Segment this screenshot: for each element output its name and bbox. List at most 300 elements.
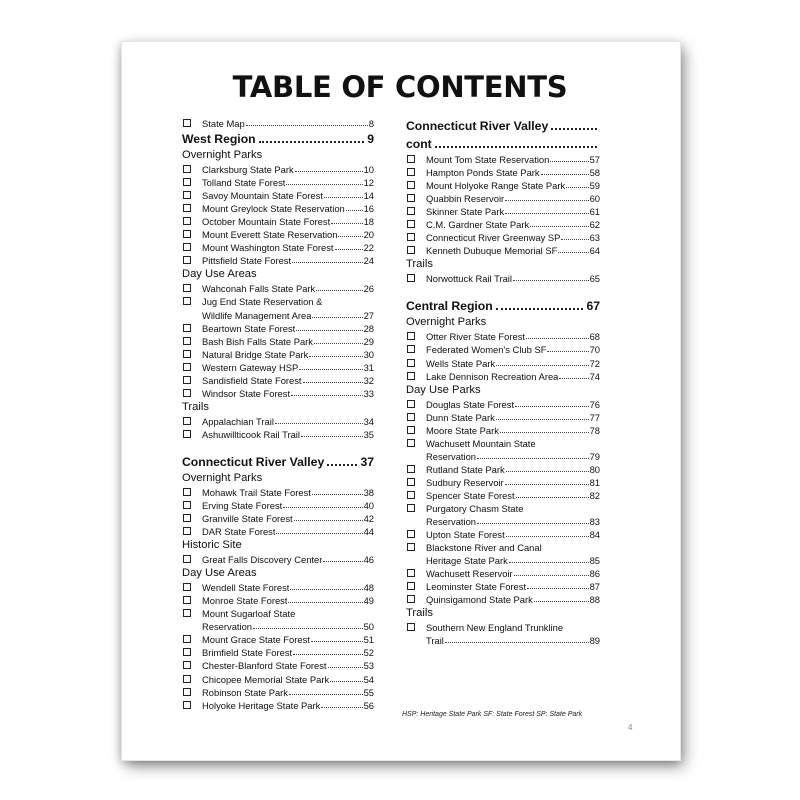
entry-page-number: 81	[589, 476, 600, 488]
dot-leader	[509, 554, 589, 563]
region-page-number: 67	[586, 299, 600, 314]
entry-label: Tolland State Forest	[202, 177, 286, 189]
toc-entry[interactable]	[406, 463, 600, 476]
checkbox-icon[interactable]	[407, 623, 415, 631]
page-title: TABLE OF CONTENTS	[232, 70, 568, 104]
dot-leader	[246, 117, 368, 126]
checkbox-icon[interactable]	[183, 430, 191, 438]
checkbox-icon[interactable]	[407, 569, 415, 577]
entry-label: Norwottuck Rail Trail	[426, 273, 512, 285]
toc-entry[interactable]	[182, 215, 374, 228]
entry-label: Mohawk Trail State Forest	[202, 486, 311, 498]
dot-leader	[527, 580, 589, 589]
subsection-heading: Overnight Parks	[182, 471, 263, 484]
subsection-heading: Trails	[406, 258, 433, 271]
entry-label: Wildlife Management Area	[202, 309, 312, 321]
subsection-heading: Trails	[182, 400, 209, 413]
checkbox-icon[interactable]	[183, 417, 191, 425]
checkbox-icon[interactable]	[183, 661, 191, 669]
toc-entry[interactable]	[182, 620, 374, 633]
entry-label: Western Gateway HSP	[202, 361, 299, 373]
dot-leader	[551, 118, 597, 130]
toc-entry[interactable]	[182, 117, 374, 130]
section-spacer	[182, 441, 374, 453]
entry-page-number: 68	[589, 331, 600, 343]
dot-leader	[299, 361, 362, 370]
checkbox-icon[interactable]	[183, 119, 191, 127]
checkbox-icon[interactable]	[183, 284, 191, 292]
entry-page-number: 84	[589, 529, 600, 541]
entry-label: Quinsigamond State Park	[426, 594, 533, 606]
toc-entry[interactable]	[182, 607, 374, 620]
toc-entry[interactable]	[406, 580, 600, 593]
entry-page-number: 80	[589, 463, 600, 475]
subsection-heading: Overnight Parks	[182, 149, 263, 162]
toc-entry[interactable]	[406, 424, 600, 437]
toc-entry[interactable]	[182, 646, 374, 659]
entry-label: Mount Greylock State Reservation	[202, 203, 345, 215]
checkbox-icon[interactable]	[183, 389, 191, 397]
page-number: 4	[628, 723, 633, 732]
dot-leader	[530, 218, 588, 227]
checkbox-icon[interactable]	[183, 363, 191, 371]
entry-label: Erving State Forest	[202, 499, 283, 511]
dot-leader	[505, 205, 588, 214]
entry-label: Trail	[426, 635, 444, 647]
checkbox-icon[interactable]	[183, 217, 191, 225]
checkbox-icon[interactable]	[407, 400, 415, 408]
entry-page-number: 34	[363, 415, 374, 427]
toc-entry[interactable]	[182, 176, 374, 189]
toc-entry[interactable]	[406, 205, 600, 218]
toc-entry[interactable]	[406, 437, 600, 450]
dot-leader	[296, 322, 362, 331]
entry-page-number: 60	[589, 193, 600, 205]
entry-label: Monroe State Forest	[202, 595, 288, 607]
entry-label: Connecticut River Greenway SP	[426, 232, 561, 244]
entry-label: Reservation	[426, 516, 477, 528]
toc-entry[interactable]	[182, 335, 374, 348]
dot-leader	[335, 241, 363, 250]
entry-page-number: 76	[589, 398, 600, 410]
entry-label: Lake Dennison Recreation Area	[426, 370, 559, 382]
entry-label: Purgatory Chasm State	[426, 502, 524, 514]
entry-page-number: 24	[363, 255, 374, 267]
toc-entry[interactable]	[182, 309, 374, 322]
entry-label: Granville State Forest	[202, 513, 293, 525]
entry-page-number: 8	[368, 118, 374, 129]
entry-page-number: 53	[363, 660, 374, 672]
checkbox-icon[interactable]	[183, 514, 191, 522]
entry-label: Wachusett Mountain State	[426, 437, 536, 449]
toc-right-column	[406, 117, 600, 647]
entry-label: Savoy Mountain State Forest	[202, 190, 323, 202]
entry-page-number: 77	[589, 411, 600, 423]
checkbox-icon[interactable]	[407, 426, 415, 434]
toc-entry[interactable]	[406, 528, 600, 541]
entry-page-number: 22	[363, 242, 374, 254]
toc-entry[interactable]	[182, 659, 374, 672]
entry-label: Mount Tom State Reservation	[426, 154, 550, 165]
entry-label: C.M. Gardner State Park	[426, 219, 530, 231]
entry-page-number: 61	[589, 206, 600, 218]
entry-label: Jug End State Reservation &	[202, 296, 323, 308]
entry-page-number: 31	[363, 361, 374, 373]
entry-label: Mount Holyoke Range State Park	[426, 180, 566, 192]
entry-page-number: 38	[363, 486, 374, 498]
dot-leader	[286, 176, 362, 185]
checkbox-icon[interactable]	[407, 246, 415, 254]
toc-entry[interactable]	[182, 553, 374, 566]
checkbox-icon[interactable]	[183, 555, 191, 563]
dot-leader	[259, 131, 365, 143]
toc-entry[interactable]	[182, 387, 374, 400]
checkbox-icon[interactable]	[183, 230, 191, 238]
toc-entry[interactable]	[406, 330, 600, 343]
toc-entry[interactable]	[406, 450, 600, 463]
entry-page-number: 83	[589, 516, 600, 528]
entry-page-number: 62	[589, 219, 600, 231]
toc-entry[interactable]	[182, 282, 374, 295]
checkbox-icon[interactable]	[407, 413, 415, 421]
checkbox-icon[interactable]	[407, 465, 415, 473]
entry-page-number: 85	[589, 555, 600, 567]
checkbox-icon[interactable]	[183, 527, 191, 535]
entry-label: Natural Bridge State Park	[202, 348, 309, 360]
checkbox-icon[interactable]	[407, 274, 415, 282]
toc-entry[interactable]	[406, 192, 600, 205]
dot-leader	[558, 244, 588, 253]
toc-entry[interactable]	[182, 633, 374, 646]
toc-entry[interactable]	[406, 554, 600, 567]
toc-entry[interactable]	[182, 254, 374, 267]
region-page-number: 37	[360, 454, 374, 469]
checkbox-icon[interactable]	[407, 491, 415, 499]
entry-label: Wahconah Falls State Park	[202, 283, 316, 295]
checkbox-icon[interactable]	[183, 204, 191, 212]
dot-leader	[541, 166, 589, 175]
checkbox-icon[interactable]	[183, 337, 191, 345]
checkbox-icon[interactable]	[183, 501, 191, 509]
checkbox-icon[interactable]	[183, 675, 191, 683]
toc-entry[interactable]	[182, 348, 374, 361]
toc-entry[interactable]	[406, 411, 600, 424]
toc-entry[interactable]	[182, 512, 374, 525]
dot-leader	[550, 153, 588, 162]
region-heading	[406, 135, 600, 153]
entry-page-number: 64	[589, 245, 600, 257]
toc-entry[interactable]	[406, 593, 600, 606]
checkbox-icon[interactable]	[183, 488, 191, 496]
entry-label: Ashuwillticook Rail Trail	[202, 428, 300, 440]
entry-label: Blackstone River and Canal	[426, 542, 542, 554]
dot-leader	[289, 686, 363, 695]
entry-page-number: 58	[589, 167, 600, 179]
dot-leader	[276, 525, 362, 534]
entry-label: Dunn State Park	[426, 411, 495, 423]
entry-label: Mount Everett State Reservation	[202, 229, 338, 241]
dot-leader	[338, 228, 362, 237]
toc-entry[interactable]	[406, 398, 600, 411]
checkbox-icon[interactable]	[407, 168, 415, 176]
dot-leader	[311, 633, 363, 642]
toc-entry[interactable]	[406, 179, 600, 192]
toc-entry[interactable]	[182, 428, 374, 441]
entry-page-number: 87	[589, 581, 600, 593]
entry-page-number: 18	[363, 216, 374, 228]
entry-page-number: 52	[363, 647, 374, 659]
dot-leader	[566, 179, 588, 188]
checkbox-icon[interactable]	[407, 530, 415, 538]
dot-leader	[559, 370, 588, 379]
checkbox-icon[interactable]	[407, 345, 415, 353]
checkbox-icon[interactable]	[183, 165, 191, 173]
checkbox-icon[interactable]	[407, 595, 415, 603]
toc-entry[interactable]	[182, 241, 374, 254]
entry-label: Pittsfield State Forest	[202, 255, 292, 267]
subsection-heading: Day Use Parks	[406, 383, 481, 396]
entry-label: Wendell State Forest	[202, 582, 290, 594]
entry-label: State Map	[202, 118, 245, 129]
checkbox-icon[interactable]	[183, 688, 191, 696]
toc-entry[interactable]	[182, 295, 374, 308]
toc-entry[interactable]	[182, 361, 374, 374]
region-label: Central Region	[406, 299, 493, 314]
toc-entry[interactable]	[182, 499, 374, 512]
toc-entry[interactable]	[406, 218, 600, 231]
dot-leader	[324, 189, 363, 198]
entry-label: Sandisfield State Forest	[202, 374, 302, 386]
toc-entry[interactable]	[406, 357, 600, 370]
checkbox-icon[interactable]	[407, 582, 415, 590]
toc-entry[interactable]	[406, 343, 600, 356]
checkbox-icon[interactable]	[407, 194, 415, 202]
toc-entry[interactable]	[182, 322, 374, 335]
dot-leader	[445, 634, 589, 643]
entry-page-number: 32	[363, 374, 374, 386]
entry-label: Holyoke Heritage State Park	[202, 699, 321, 711]
checkbox-icon[interactable]	[183, 376, 191, 384]
entry-label: Clarksburg State Park	[202, 164, 294, 176]
toc-entry[interactable]	[406, 567, 600, 580]
dot-leader	[346, 202, 363, 211]
toc-entry[interactable]	[406, 153, 600, 166]
checkbox-icon[interactable]	[183, 178, 191, 186]
toc-entry[interactable]	[406, 166, 600, 179]
entry-label: Windsor State Forest	[202, 387, 291, 399]
dot-leader	[514, 567, 589, 576]
toc-entry[interactable]	[406, 541, 600, 554]
toc-entry[interactable]	[406, 272, 600, 285]
checkbox-icon[interactable]	[407, 332, 415, 340]
entry-page-number: 72	[589, 357, 600, 369]
dot-leader	[283, 499, 362, 508]
entry-label: Federated Women's Club SF	[426, 344, 547, 356]
entry-page-number: 63	[589, 232, 600, 244]
entry-label: Great Falls Discovery Center	[202, 554, 323, 566]
toc-entry[interactable]	[182, 581, 374, 594]
toc-entry[interactable]	[182, 202, 374, 215]
entry-page-number: 33	[363, 387, 374, 399]
toc-entry[interactable]	[182, 415, 374, 428]
dot-leader	[515, 398, 588, 407]
checkbox-icon[interactable]	[407, 372, 415, 380]
dot-leader	[295, 163, 363, 172]
checkbox-icon[interactable]	[407, 504, 415, 512]
entry-page-number: 51	[363, 634, 374, 646]
region-page-number: 9	[367, 132, 374, 147]
entry-label: Bash Bish Falls State Park	[202, 335, 313, 347]
dot-leader	[328, 659, 363, 668]
subsection-heading: Day Use Areas	[182, 567, 257, 580]
toc-entry[interactable]	[182, 673, 374, 686]
entry-page-number: 29	[363, 335, 374, 347]
checkbox-icon[interactable]	[183, 648, 191, 656]
toc-entry[interactable]	[182, 525, 374, 538]
entry-label: Leominster State Forest	[426, 581, 527, 593]
checkbox-icon[interactable]	[407, 543, 415, 551]
toc-entry[interactable]	[406, 502, 600, 515]
dot-leader	[290, 581, 362, 590]
toc-entry[interactable]	[182, 594, 374, 607]
entry-page-number: 40	[363, 499, 374, 511]
region-heading	[406, 117, 600, 135]
checkbox-icon[interactable]	[183, 191, 191, 199]
entry-label: Mount Washington State Forest	[202, 242, 334, 254]
toc-entry[interactable]	[406, 476, 600, 489]
entry-label: Chester-Blanford State Forest	[202, 660, 327, 672]
entry-label: Upton State Forest	[426, 529, 505, 541]
dot-leader	[293, 646, 362, 655]
checkbox-icon[interactable]	[183, 243, 191, 251]
entry-label: Robinson State Park	[202, 686, 288, 698]
entry-page-number: 46	[363, 554, 374, 566]
subsection-heading: Overnight Parks	[406, 316, 487, 329]
dot-leader	[327, 454, 357, 466]
subsection-heading: Day Use Areas	[182, 268, 257, 281]
toc-entry[interactable]	[182, 163, 374, 176]
dot-leader	[516, 489, 589, 498]
dot-leader	[500, 424, 589, 433]
entry-label: Kenneth Dubuque Memorial SF	[426, 245, 558, 257]
checkbox-icon[interactable]	[407, 220, 415, 228]
entry-page-number: 16	[363, 203, 374, 215]
entry-label: Douglas State Forest	[426, 398, 515, 410]
dot-leader	[505, 192, 588, 201]
region-label: cont	[406, 137, 432, 151]
dot-leader	[330, 673, 362, 682]
checkbox-icon[interactable]	[407, 478, 415, 486]
entry-label: Brimfield State Forest	[202, 647, 293, 659]
section-spacer	[406, 285, 600, 297]
toc-entry[interactable]	[406, 515, 600, 528]
checkbox-icon[interactable]	[407, 439, 415, 447]
entry-label: Skinner State Park	[426, 206, 505, 218]
toc-entry[interactable]	[182, 374, 374, 387]
entry-page-number: 89	[589, 635, 600, 647]
toc-entry[interactable]	[182, 686, 374, 699]
toc-entry[interactable]	[182, 486, 374, 499]
toc-entry[interactable]	[182, 189, 374, 202]
dot-leader	[303, 374, 363, 383]
entry-page-number: 88	[589, 594, 600, 606]
dot-leader	[288, 594, 362, 603]
dot-leader	[561, 231, 588, 240]
entry-label: Otter River State Forest	[426, 331, 525, 343]
checkbox-icon[interactable]	[407, 233, 415, 241]
dot-leader	[291, 387, 363, 396]
checkbox-icon[interactable]	[183, 324, 191, 332]
checkbox-icon[interactable]	[183, 256, 191, 264]
toc-entry[interactable]	[406, 244, 600, 257]
entry-page-number: 35	[363, 428, 374, 440]
checkbox-icon[interactable]	[183, 635, 191, 643]
entry-label: Sudbury Reservoir	[426, 476, 504, 488]
dot-leader	[505, 476, 589, 485]
checkbox-icon[interactable]	[407, 359, 415, 367]
region-label: Connecticut River Valley	[182, 454, 325, 469]
dot-leader	[253, 620, 363, 629]
toc-left-column	[182, 117, 374, 712]
entry-label: October Mountain State Forest	[202, 216, 331, 228]
checkbox-icon[interactable]	[183, 609, 191, 617]
toc-entry[interactable]	[182, 699, 374, 712]
dot-leader	[275, 415, 363, 424]
entry-label: Rutland State Park	[426, 463, 505, 475]
entry-page-number: 70	[589, 344, 600, 356]
entry-label: Hampton Ponds State Park	[426, 167, 540, 179]
toc-entry[interactable]	[406, 370, 600, 383]
dot-leader	[316, 282, 362, 291]
toc-entry[interactable]	[406, 489, 600, 502]
entry-page-number: 30	[363, 348, 374, 360]
entry-page-number: 74	[589, 370, 600, 382]
checkbox-icon[interactable]	[183, 701, 191, 709]
entry-label: Reservation	[202, 621, 253, 633]
entry-page-number: 28	[363, 322, 374, 334]
entry-label: Beartown State Forest	[202, 322, 296, 334]
entry-page-number: 44	[363, 526, 374, 538]
toc-entry[interactable]	[182, 228, 374, 241]
entry-page-number: 78	[589, 424, 600, 436]
entry-page-number: 54	[363, 673, 374, 685]
checkbox-icon[interactable]	[183, 297, 191, 305]
dot-leader	[294, 512, 363, 521]
entry-page-number: 56	[363, 699, 374, 711]
subsection-heading: Trails	[406, 607, 433, 620]
checkbox-icon[interactable]	[407, 155, 415, 163]
dot-leader	[435, 136, 597, 148]
checkbox-icon[interactable]	[183, 596, 191, 604]
toc-entry[interactable]	[406, 634, 600, 647]
entry-label: Heritage State Park	[426, 555, 508, 567]
checkbox-icon[interactable]	[183, 350, 191, 358]
toc-entry[interactable]	[406, 621, 600, 634]
entry-label: Chicopee Memorial State Park	[202, 673, 330, 685]
checkbox-icon[interactable]	[407, 207, 415, 215]
dot-leader	[534, 593, 589, 602]
dot-leader	[496, 357, 588, 366]
region-label: Connecticut River Valley	[406, 119, 549, 133]
entry-page-number: 26	[363, 283, 374, 295]
checkbox-icon[interactable]	[183, 583, 191, 591]
checkbox-icon[interactable]	[407, 181, 415, 189]
entry-label: Wells State Park	[426, 357, 496, 369]
entry-page-number: 50	[363, 621, 374, 633]
toc-entry[interactable]	[406, 231, 600, 244]
dot-leader	[312, 486, 363, 495]
dot-leader	[496, 411, 589, 420]
